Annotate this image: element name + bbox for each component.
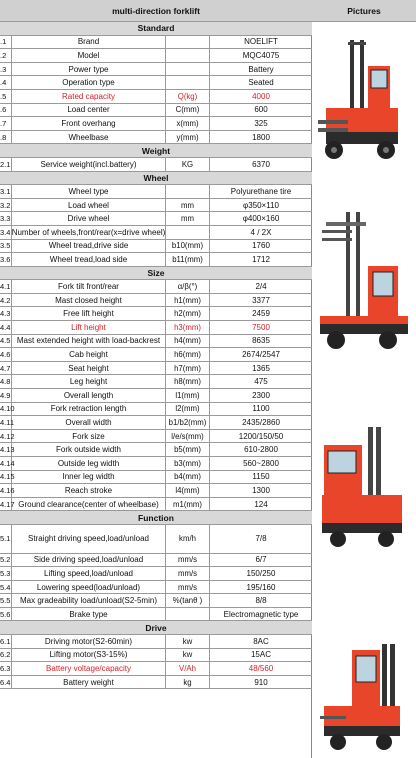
row-value: 4000 bbox=[252, 91, 270, 101]
row-number: 4.11 bbox=[0, 418, 15, 428]
row-value: 4 / 2X bbox=[250, 227, 272, 237]
row-item: Brand bbox=[12, 36, 166, 49]
row-number: 4.3 bbox=[0, 309, 11, 319]
row-value: 475 bbox=[254, 377, 268, 387]
spec-row bbox=[0, 36, 312, 50]
row-item: Fork outside width bbox=[12, 443, 166, 456]
row-unit: b3(mm) bbox=[166, 457, 210, 470]
section-label: Size bbox=[147, 267, 165, 278]
row-value: 1800 bbox=[252, 132, 270, 142]
spec-row bbox=[0, 49, 312, 63]
forklift-photo-3 bbox=[318, 425, 410, 553]
spec-row bbox=[0, 443, 312, 457]
row-unit: l2(mm) bbox=[166, 403, 210, 416]
spec-row bbox=[0, 416, 312, 430]
row-unit: km/h bbox=[166, 525, 210, 553]
spec-row bbox=[0, 676, 312, 690]
row-unit: m1(mm) bbox=[166, 498, 210, 511]
row-unit: l4(mm) bbox=[166, 484, 210, 497]
row-item: Lowering speed(load/unload) bbox=[12, 581, 166, 594]
row-value: 7/8 bbox=[255, 534, 267, 544]
row-item: Number of wheels,front/rear(x=drive wheel) bbox=[11, 227, 166, 237]
row-item: Lifting speed,load/unload bbox=[12, 567, 166, 580]
row-unit: mm/s bbox=[166, 554, 210, 567]
section-header bbox=[0, 511, 312, 525]
row-number: 4.8 bbox=[0, 377, 11, 387]
row-number: 3.2 bbox=[0, 200, 11, 210]
row-number: .8 bbox=[0, 131, 12, 144]
row-unit bbox=[166, 36, 210, 49]
row-unit bbox=[166, 76, 210, 89]
section-header bbox=[0, 144, 312, 158]
spec-row bbox=[0, 131, 312, 145]
spec-rows bbox=[0, 22, 311, 689]
row-number: 3.4 bbox=[0, 227, 11, 237]
row-item: Battery weight bbox=[12, 676, 166, 689]
row-unit: kg bbox=[166, 676, 210, 689]
row-unit: mm/s bbox=[166, 567, 210, 580]
row-item: Side driving speed,load/unload bbox=[12, 554, 166, 567]
spec-row bbox=[0, 375, 312, 389]
row-number: 4.14 bbox=[0, 458, 15, 468]
row-unit bbox=[166, 608, 210, 621]
row-value: 1150 bbox=[252, 472, 270, 482]
row-unit: h7(mm) bbox=[166, 362, 210, 375]
row-item: Wheel tread,drive side bbox=[12, 240, 166, 253]
row-value: 2435/2860 bbox=[242, 418, 280, 428]
row-unit bbox=[166, 185, 210, 198]
row-value: 1712 bbox=[252, 254, 270, 264]
row-unit: l1(mm) bbox=[166, 389, 210, 402]
row-unit: mm/s bbox=[166, 581, 210, 594]
row-unit bbox=[166, 49, 210, 62]
row-number: .4 bbox=[0, 76, 12, 89]
spec-row bbox=[0, 362, 312, 376]
spec-row bbox=[0, 90, 312, 104]
row-unit: C(mm) bbox=[166, 104, 210, 117]
row-number: 4.5 bbox=[0, 336, 11, 346]
row-value: 1300 bbox=[252, 485, 270, 495]
row-number: 4.13 bbox=[0, 445, 15, 455]
spec-row bbox=[0, 498, 312, 512]
row-item: Operation type bbox=[12, 76, 166, 89]
row-value: φ400×160 bbox=[242, 214, 280, 224]
row-value: 150/250 bbox=[246, 568, 276, 578]
row-item: Battery voltage/capacity bbox=[12, 662, 166, 675]
row-number: .1 bbox=[0, 36, 12, 49]
row-number: 4.9 bbox=[0, 390, 11, 400]
row-value: 15AC bbox=[250, 650, 271, 660]
spec-row bbox=[0, 649, 312, 663]
row-item: Overall width bbox=[12, 416, 166, 429]
row-item: Drive wheel bbox=[12, 212, 166, 225]
row-number: 4.2 bbox=[0, 295, 11, 305]
row-number: 6.3 bbox=[0, 664, 11, 674]
row-number: .6 bbox=[0, 104, 12, 117]
row-unit: kw bbox=[166, 635, 210, 648]
row-number: 5.1 bbox=[0, 525, 12, 553]
spec-row bbox=[0, 240, 312, 254]
forklift-photo-2 bbox=[316, 210, 412, 356]
row-item: Fork retraction length bbox=[12, 403, 166, 416]
row-value: 2300 bbox=[252, 390, 270, 400]
spec-row bbox=[0, 335, 312, 349]
spec-row bbox=[0, 294, 312, 308]
row-value: 560~2800 bbox=[243, 458, 279, 468]
spec-row bbox=[0, 226, 312, 240]
row-item: Service weight(incl.battery) bbox=[12, 158, 166, 171]
spec-row bbox=[0, 76, 312, 90]
row-unit: mm bbox=[166, 212, 210, 225]
row-value: 6/7 bbox=[255, 555, 267, 565]
row-number: .3 bbox=[0, 63, 12, 76]
row-number: 5.4 bbox=[0, 582, 11, 592]
row-unit: b1/b2(mm) bbox=[166, 416, 210, 429]
row-number: 5.3 bbox=[0, 568, 11, 578]
table-title-row bbox=[0, 0, 312, 22]
row-unit: b10(mm) bbox=[166, 240, 210, 253]
row-value: 3377 bbox=[252, 295, 270, 305]
row-number: 4.15 bbox=[0, 472, 15, 482]
spec-row bbox=[0, 280, 312, 294]
row-item: Load center bbox=[12, 104, 166, 117]
row-unit: x(mm) bbox=[166, 117, 210, 130]
row-item: Straight driving speed,load/unload bbox=[12, 525, 166, 553]
section-header bbox=[0, 621, 312, 635]
row-item: Brake type bbox=[12, 608, 166, 621]
row-value: 910 bbox=[254, 677, 268, 687]
spec-row bbox=[0, 389, 312, 403]
row-number: 3.1 bbox=[0, 186, 11, 196]
row-value: 124 bbox=[254, 499, 268, 509]
row-value: MQC4075 bbox=[242, 50, 280, 60]
row-number: 4.4 bbox=[0, 322, 11, 332]
row-unit: b11(mm) bbox=[166, 253, 210, 266]
row-item: Max gradeability load/unload(S2-5min) bbox=[12, 594, 166, 607]
row-item: Ground clearance(center of wheelbase) bbox=[12, 498, 166, 511]
section-label: Standard bbox=[137, 23, 175, 34]
row-item: Rated capacity bbox=[12, 90, 166, 103]
row-value: 195/160 bbox=[246, 582, 276, 592]
row-unit: h2(mm) bbox=[166, 307, 210, 320]
spec-row bbox=[0, 403, 312, 417]
row-unit: l/e/s(mm) bbox=[166, 430, 210, 443]
pictures-header: Pictures bbox=[312, 0, 416, 22]
row-number: 4.17 bbox=[0, 499, 15, 509]
row-value: 2/4 bbox=[255, 282, 267, 292]
row-number: 4.10 bbox=[0, 404, 15, 414]
row-number: 2.1 bbox=[0, 159, 11, 169]
spec-row bbox=[0, 185, 312, 199]
row-unit: kw bbox=[166, 649, 210, 662]
row-value: 1760 bbox=[252, 241, 270, 251]
row-unit: α/β(°) bbox=[166, 280, 210, 293]
row-number: 5.2 bbox=[0, 555, 11, 565]
row-number: 3.5 bbox=[0, 241, 11, 251]
spec-row bbox=[0, 581, 312, 595]
section-label: Function bbox=[138, 512, 174, 523]
row-value: 600 bbox=[254, 105, 268, 115]
row-value: 8AC bbox=[253, 636, 269, 646]
row-unit: Q(kg) bbox=[166, 90, 210, 103]
row-value: NOELIFT bbox=[244, 37, 278, 47]
row-value: 1100 bbox=[252, 404, 270, 414]
row-item: Fork tilt front/rear bbox=[12, 280, 166, 293]
row-value: Electromagnetic type bbox=[223, 609, 299, 619]
row-unit: V/Ah bbox=[166, 662, 210, 675]
row-item: Wheelbase bbox=[12, 131, 166, 144]
row-number: 4.12 bbox=[0, 431, 15, 441]
spec-row bbox=[0, 321, 312, 335]
row-value: 610-2800 bbox=[244, 445, 278, 455]
row-number: 6.4 bbox=[0, 677, 11, 687]
row-unit: y(mm) bbox=[166, 131, 210, 144]
row-value: 1200/150/50 bbox=[238, 431, 284, 441]
row-value: 6370 bbox=[252, 159, 270, 169]
row-unit: h6(mm) bbox=[166, 348, 210, 361]
row-item: Wheel tread,load side bbox=[12, 253, 166, 266]
spec-row bbox=[0, 430, 312, 444]
row-item: Lifting motor(S3-15%) bbox=[12, 649, 166, 662]
forklift-photo-4 bbox=[318, 640, 410, 756]
spec-row bbox=[0, 608, 312, 622]
spec-row bbox=[0, 457, 312, 471]
row-unit: h1(mm) bbox=[166, 294, 210, 307]
row-number: 5.6 bbox=[0, 609, 11, 619]
spec-row bbox=[0, 594, 312, 608]
row-item: Power type bbox=[12, 63, 166, 76]
section-label: Wheel bbox=[143, 172, 169, 183]
row-item: Outside leg width bbox=[12, 457, 166, 470]
row-item: Lift height bbox=[12, 321, 166, 334]
spec-row bbox=[0, 567, 312, 581]
row-value: Seated bbox=[248, 78, 274, 88]
row-number: 4.6 bbox=[0, 350, 11, 360]
row-item: Overall length bbox=[12, 389, 166, 402]
row-number: 6.1 bbox=[0, 636, 11, 646]
row-value: 2459 bbox=[252, 309, 270, 319]
row-number: 6.2 bbox=[0, 650, 11, 660]
row-unit: h4(mm) bbox=[166, 335, 210, 348]
row-item: Mast closed height bbox=[12, 294, 166, 307]
row-value: 8/8 bbox=[255, 596, 267, 606]
spec-row bbox=[0, 635, 312, 649]
row-number: 4.7 bbox=[0, 363, 11, 373]
row-number: 3.6 bbox=[0, 254, 11, 264]
row-number: .5 bbox=[0, 90, 12, 103]
section-header bbox=[0, 172, 312, 186]
row-unit bbox=[166, 63, 210, 76]
row-unit: KG bbox=[166, 158, 210, 171]
row-value: Battery bbox=[248, 64, 274, 74]
row-item: Seat height bbox=[12, 362, 166, 375]
spec-row bbox=[0, 484, 312, 498]
section-label: Weight bbox=[141, 145, 171, 156]
row-number: 4.1 bbox=[0, 282, 11, 292]
spec-row bbox=[0, 117, 312, 131]
spec-row bbox=[0, 199, 312, 213]
row-unit: h3(mm) bbox=[166, 321, 210, 334]
row-item: Driving motor(S2-60min) bbox=[12, 635, 166, 648]
spec-row bbox=[0, 307, 312, 321]
spec-row bbox=[0, 158, 312, 172]
spec-row bbox=[0, 348, 312, 362]
row-item: Model bbox=[12, 49, 166, 62]
row-unit: mm bbox=[166, 199, 210, 212]
table-title: multi-direction forklift bbox=[112, 5, 200, 16]
row-number: 3.3 bbox=[0, 214, 11, 224]
row-number: 5.5 bbox=[0, 596, 11, 606]
row-item: Front overhang bbox=[12, 117, 166, 130]
row-item: Cab height bbox=[12, 348, 166, 361]
row-unit bbox=[166, 226, 210, 239]
row-item: Fork size bbox=[12, 430, 166, 443]
row-unit: h8(mm) bbox=[166, 375, 210, 388]
spec-row bbox=[0, 471, 312, 485]
row-value: 2674/2547 bbox=[242, 350, 280, 360]
row-value: Polyurethane tire bbox=[230, 186, 292, 196]
row-item: Wheel type bbox=[12, 185, 166, 198]
spec-row bbox=[0, 63, 312, 77]
row-unit: b5(mm) bbox=[166, 443, 210, 456]
spec-row bbox=[0, 554, 312, 568]
spec-row bbox=[0, 525, 312, 554]
spec-row bbox=[0, 662, 312, 676]
row-value: 8635 bbox=[252, 336, 270, 346]
row-item: Leg height bbox=[12, 375, 166, 388]
row-item: Inner leg width bbox=[12, 471, 166, 484]
row-unit: b4(mm) bbox=[166, 471, 210, 484]
section-label: Drive bbox=[145, 622, 167, 633]
row-item: Mast extended height with load-backrest bbox=[12, 335, 166, 348]
row-value: 1365 bbox=[252, 363, 270, 373]
row-item: Reach stroke bbox=[12, 484, 166, 497]
row-item: Load wheel bbox=[12, 199, 166, 212]
spec-row bbox=[0, 253, 312, 267]
spec-row bbox=[0, 212, 312, 226]
forklift-photo-1 bbox=[316, 38, 412, 164]
section-header bbox=[0, 267, 312, 281]
row-number: .7 bbox=[0, 117, 12, 130]
section-header bbox=[0, 22, 312, 36]
row-item: Free lift height bbox=[12, 307, 166, 320]
row-value: 48/560 bbox=[248, 664, 274, 674]
row-unit: %(tanθ ) bbox=[166, 594, 210, 607]
spec-row bbox=[0, 104, 312, 118]
row-value: 7500 bbox=[252, 322, 270, 332]
row-value: 325 bbox=[254, 118, 268, 128]
row-number: .2 bbox=[0, 49, 12, 62]
row-number: 4.16 bbox=[0, 485, 15, 495]
row-value: φ350×110 bbox=[243, 200, 279, 210]
